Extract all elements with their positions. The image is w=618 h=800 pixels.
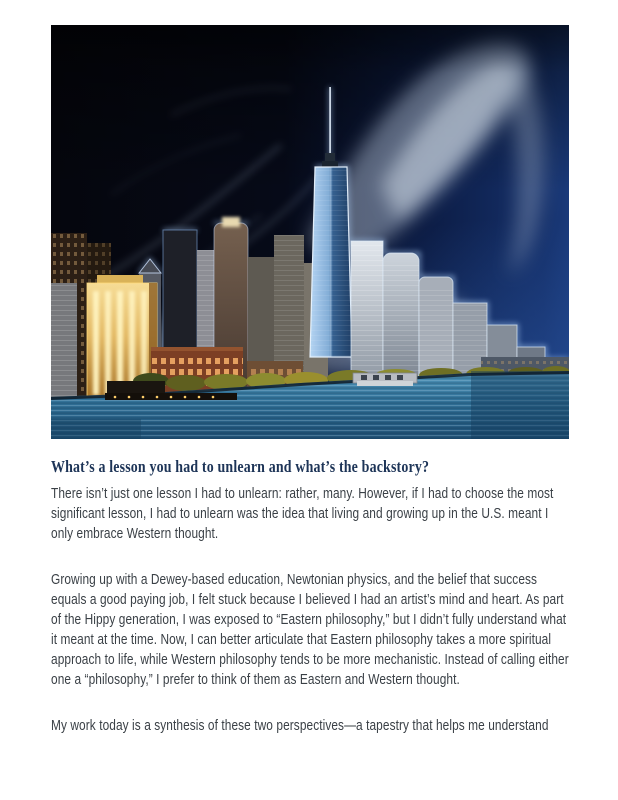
article-paragraph-1: There isn’t just one lesson I had to unlearn: rather, many. However, if I had to choose the most significant lesson, I had to unlearn was the idea that living and growing up in the U.S. meant I only embrace Western thought. xyxy=(51,486,554,542)
article xyxy=(51,456,569,762)
article-heading: What’s a lesson you had to unlearn and what’s the backstory? xyxy=(51,457,430,476)
article-paragraph-2: Growing up with a Dewey-based education, Newtonian physics, and the belief that success equals a good paying job, I felt stuck because I believed I had an artist’s mind and heart. As part of the Hippy generation, I was exposed to “Eastern philosophy,” but I didn’t fully understand what it meant at the time. Now, I can better articulate that Eastern philosophy takes a more spiritual approach to life, while Western philosophy tends to be more mechanistic. Instead of calling either one a “philosophy,” I prefer to think of them as Eastern and Western thought. xyxy=(51,572,569,688)
skyline-artwork xyxy=(51,25,569,439)
article-paragraph-3: My work today is a synthesis of these two perspectives—a tapestry that helps me understand xyxy=(51,718,549,734)
hero-image xyxy=(51,25,569,439)
